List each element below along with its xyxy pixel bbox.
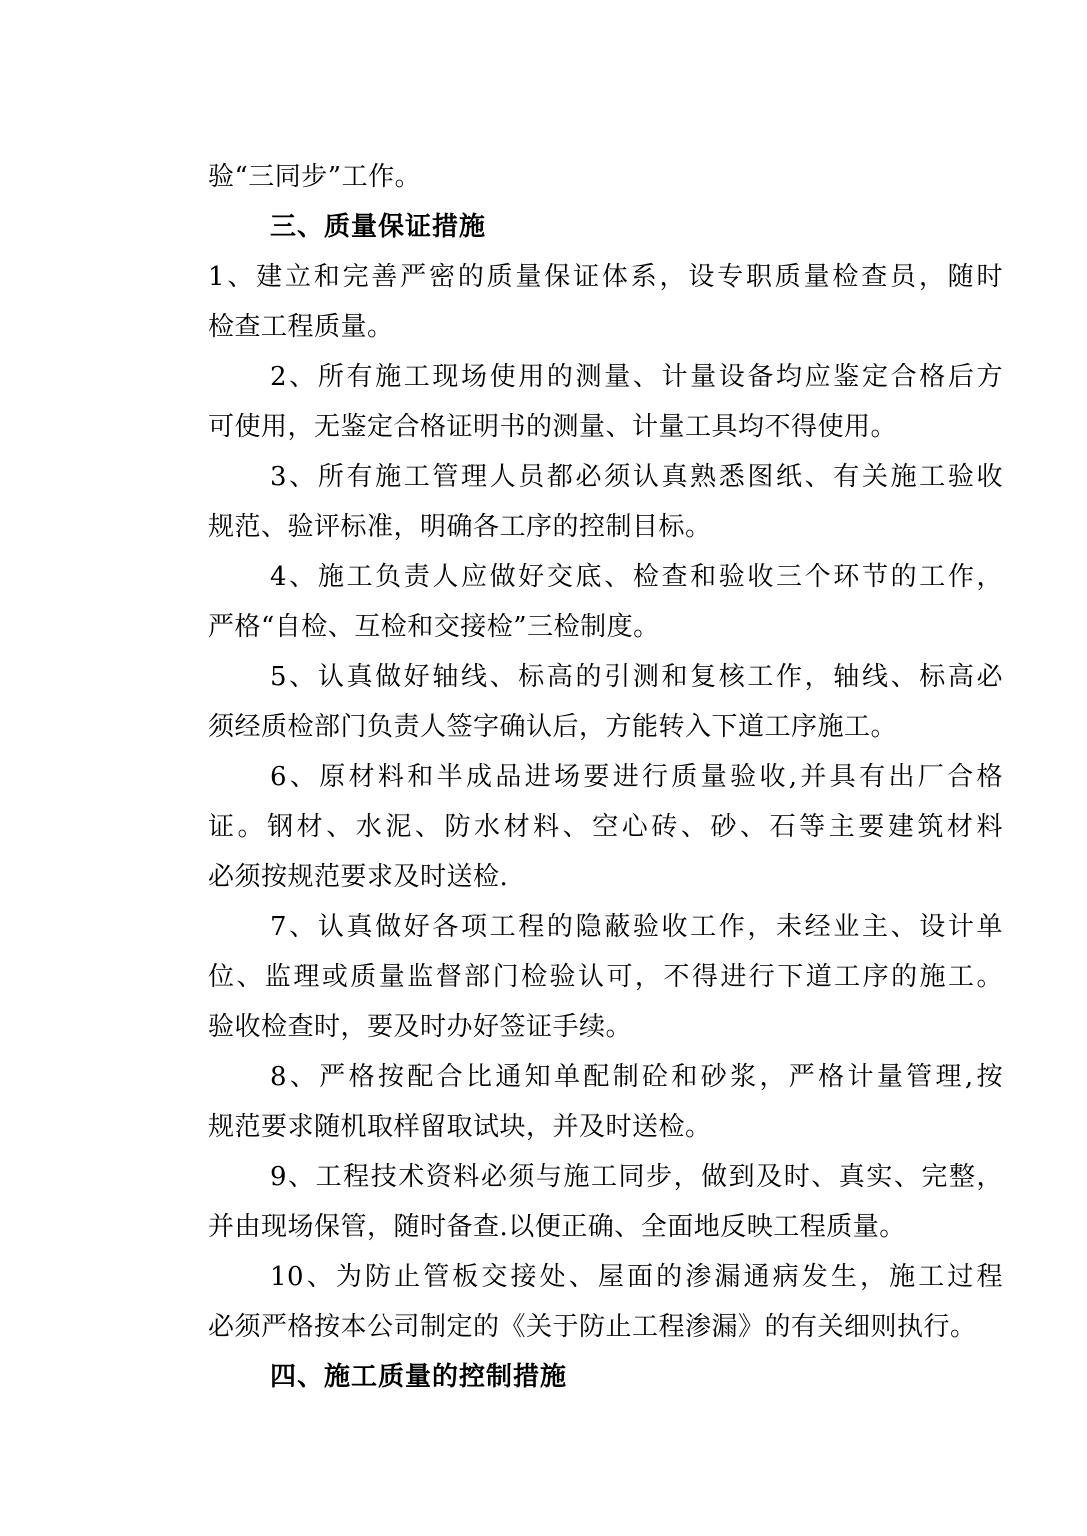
item-2-line-1: 2、所有施工现场使用的测量、计量设备均应鉴定合格后方 [270, 362, 1003, 392]
item-10-line-1: 10、为防止管板交接处、屋面的渗漏通病发生，施工过程 [270, 1262, 1003, 1292]
text-line: 验“三同步”工作。 [208, 162, 422, 192]
item-7-line-1: 7、认真做好各项工程的隐蔽验收工作，未经业主、设计单 [270, 912, 1003, 942]
item-4-line-2: 严格“自检、互检和交接检”三检制度。 [208, 612, 660, 642]
item-2-line-2: 可使用，无鉴定合格证明书的测量、计量工具均不得使用。 [208, 412, 898, 442]
item-10-line-2: 必须严格按本公司制定的《关于防止工程渗漏》的有关细则执行。 [208, 1312, 977, 1342]
item-8-line-1: 8、严格按配合比通知单配制砼和砂浆，严格计量管理,按 [270, 1062, 1003, 1092]
item-3-line-1: 3、所有施工管理人员都必须认真熟悉图纸、有关施工验收 [270, 462, 1003, 492]
item-7-line-2: 位、监理或质量监督部门检验认可，不得进行下道工序的施工。 [208, 962, 1003, 992]
item-9-line-2: 并由现场保管，随时备查.以便正确、全面地反映工程质量。 [208, 1212, 906, 1242]
item-6-line-2: 证。钢材、水泥、防水材料、空心砖、砂、石等主要建筑材料 [208, 812, 1003, 842]
item-4-line-1: 4、施工负责人应做好交底、检查和验收三个环节的工作， [270, 562, 1003, 592]
item-8-line-2: 规范要求随机取样留取试块，并及时送检。 [208, 1112, 712, 1142]
item-5-line-1: 5、认真做好轴线、标高的引测和复核工作，轴线、标高必 [270, 662, 1003, 692]
item-3-line-2: 规范、验评标准，明确各工序的控制目标。 [208, 512, 712, 542]
item-6-line-3: 必须按规范要求及时送检. [208, 862, 509, 892]
item-9-line-1: 9、工程技术资料必须与施工同步，做到及时、真实、完整， [270, 1162, 1003, 1192]
section-heading-3: 三、质量保证措施 [270, 212, 487, 242]
item-1-line-2: 检查工程质量。 [208, 312, 394, 342]
item-1-line-1: 1、建立和完善严密的质量保证体系，设专职质量检查员，随时 [208, 262, 1003, 292]
document-body [208, 152, 1003, 1402]
item-5-line-2: 须经质检部门负责人签字确认后，方能转入下道工序施工。 [208, 712, 898, 742]
item-6-line-1: 6、原材料和半成品进场要进行质量验收,并具有出厂合格 [270, 762, 1003, 792]
item-7-line-3: 验收检查时，要及时办好签证手续。 [208, 1012, 633, 1042]
section-heading-4: 四、施工质量的控制措施 [270, 1362, 568, 1392]
